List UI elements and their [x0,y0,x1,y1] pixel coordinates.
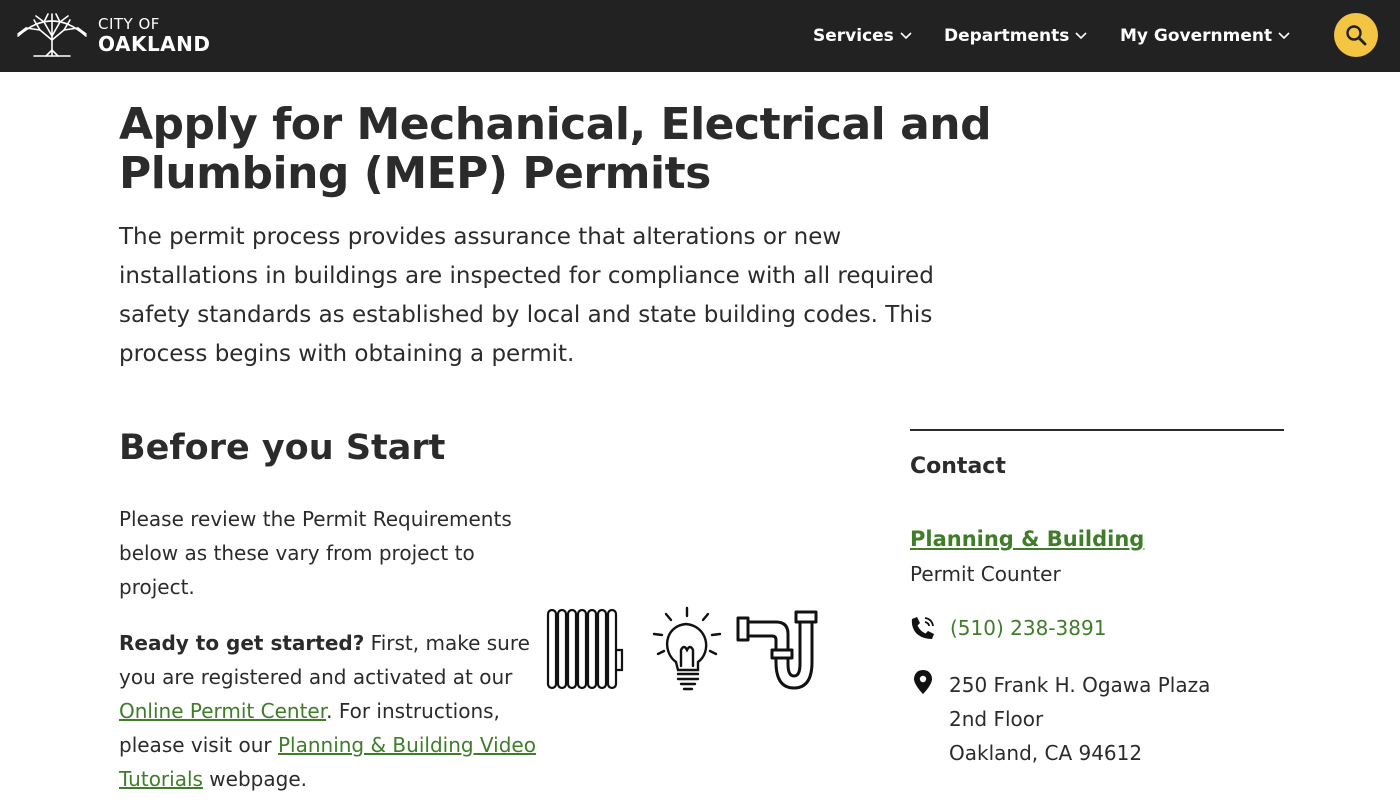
contact-address [910,668,1210,770]
online-permit-center-link[interactable]: Online Permit Center [119,699,327,723]
nav-my-government[interactable] [1120,26,1290,46]
ready-text-2: . For instructions, please visit our [119,699,500,757]
nav-my-government-label: My Government [1120,26,1273,46]
intro-paragraph: The permit process provides assurance that alterations or new installations in buildings are inspected for compliance with all required safety standards as established by local and state building codes. This process begins with obtaining a permit. [119,224,934,367]
video-tutorials-link[interactable]: Planning & Building Video Tutorials [119,733,536,791]
contact-phone [910,615,1106,641]
pipe-icon [736,604,820,694]
mep-icons [544,604,820,694]
phone-icon [910,615,936,641]
planning-building-link[interactable]: Planning & Building [910,527,1145,551]
logo-oakland: OAKLAND [98,31,211,56]
review-paragraph: Please review the Permit Requirements below as these vary from project to project. [119,507,512,599]
ready-paragraph [119,626,539,796]
chevron-down-icon [1278,32,1290,40]
nav-services-label: Services [813,26,894,46]
radiator-icon [544,604,624,694]
map-pin-icon [910,668,936,696]
contact-title: Contact [910,454,1006,479]
phone-number-link[interactable]: (510) 238-3891 [950,616,1107,640]
lightbulb-icon [650,604,724,694]
ready-text-3: webpage. [202,767,307,791]
ready-bold: Ready to get started? [119,631,365,655]
chevron-down-icon [1075,32,1087,40]
address-line-2: 2nd Floor [949,707,1044,731]
search-button[interactable] [1334,13,1378,57]
chevron-down-icon [900,32,912,40]
contact-permit-counter: Permit Counter [910,562,1061,586]
nav-departments[interactable] [944,26,1087,46]
section-title-before-you-start: Before you Start [119,428,446,468]
contact-divider [910,429,1284,431]
nav-services[interactable] [813,26,912,46]
oakland-logo[interactable] [14,10,211,60]
address-line-1: 250 Frank H. Ogawa Plaza [949,673,1211,697]
oak-tree-icon [14,10,90,60]
nav-departments-label: Departments [944,26,1070,46]
logo-city-of: CITY OF [98,14,160,33]
ready-text-1: First, make sure you are registered and activated at our [119,631,530,689]
search-icon [1344,23,1368,47]
site-header [0,0,1400,72]
address-line-3: Oakland, CA 94612 [949,741,1143,765]
page-title: Apply for Mechanical, Electrical and Plumbing (MEP) Permits [119,99,992,199]
